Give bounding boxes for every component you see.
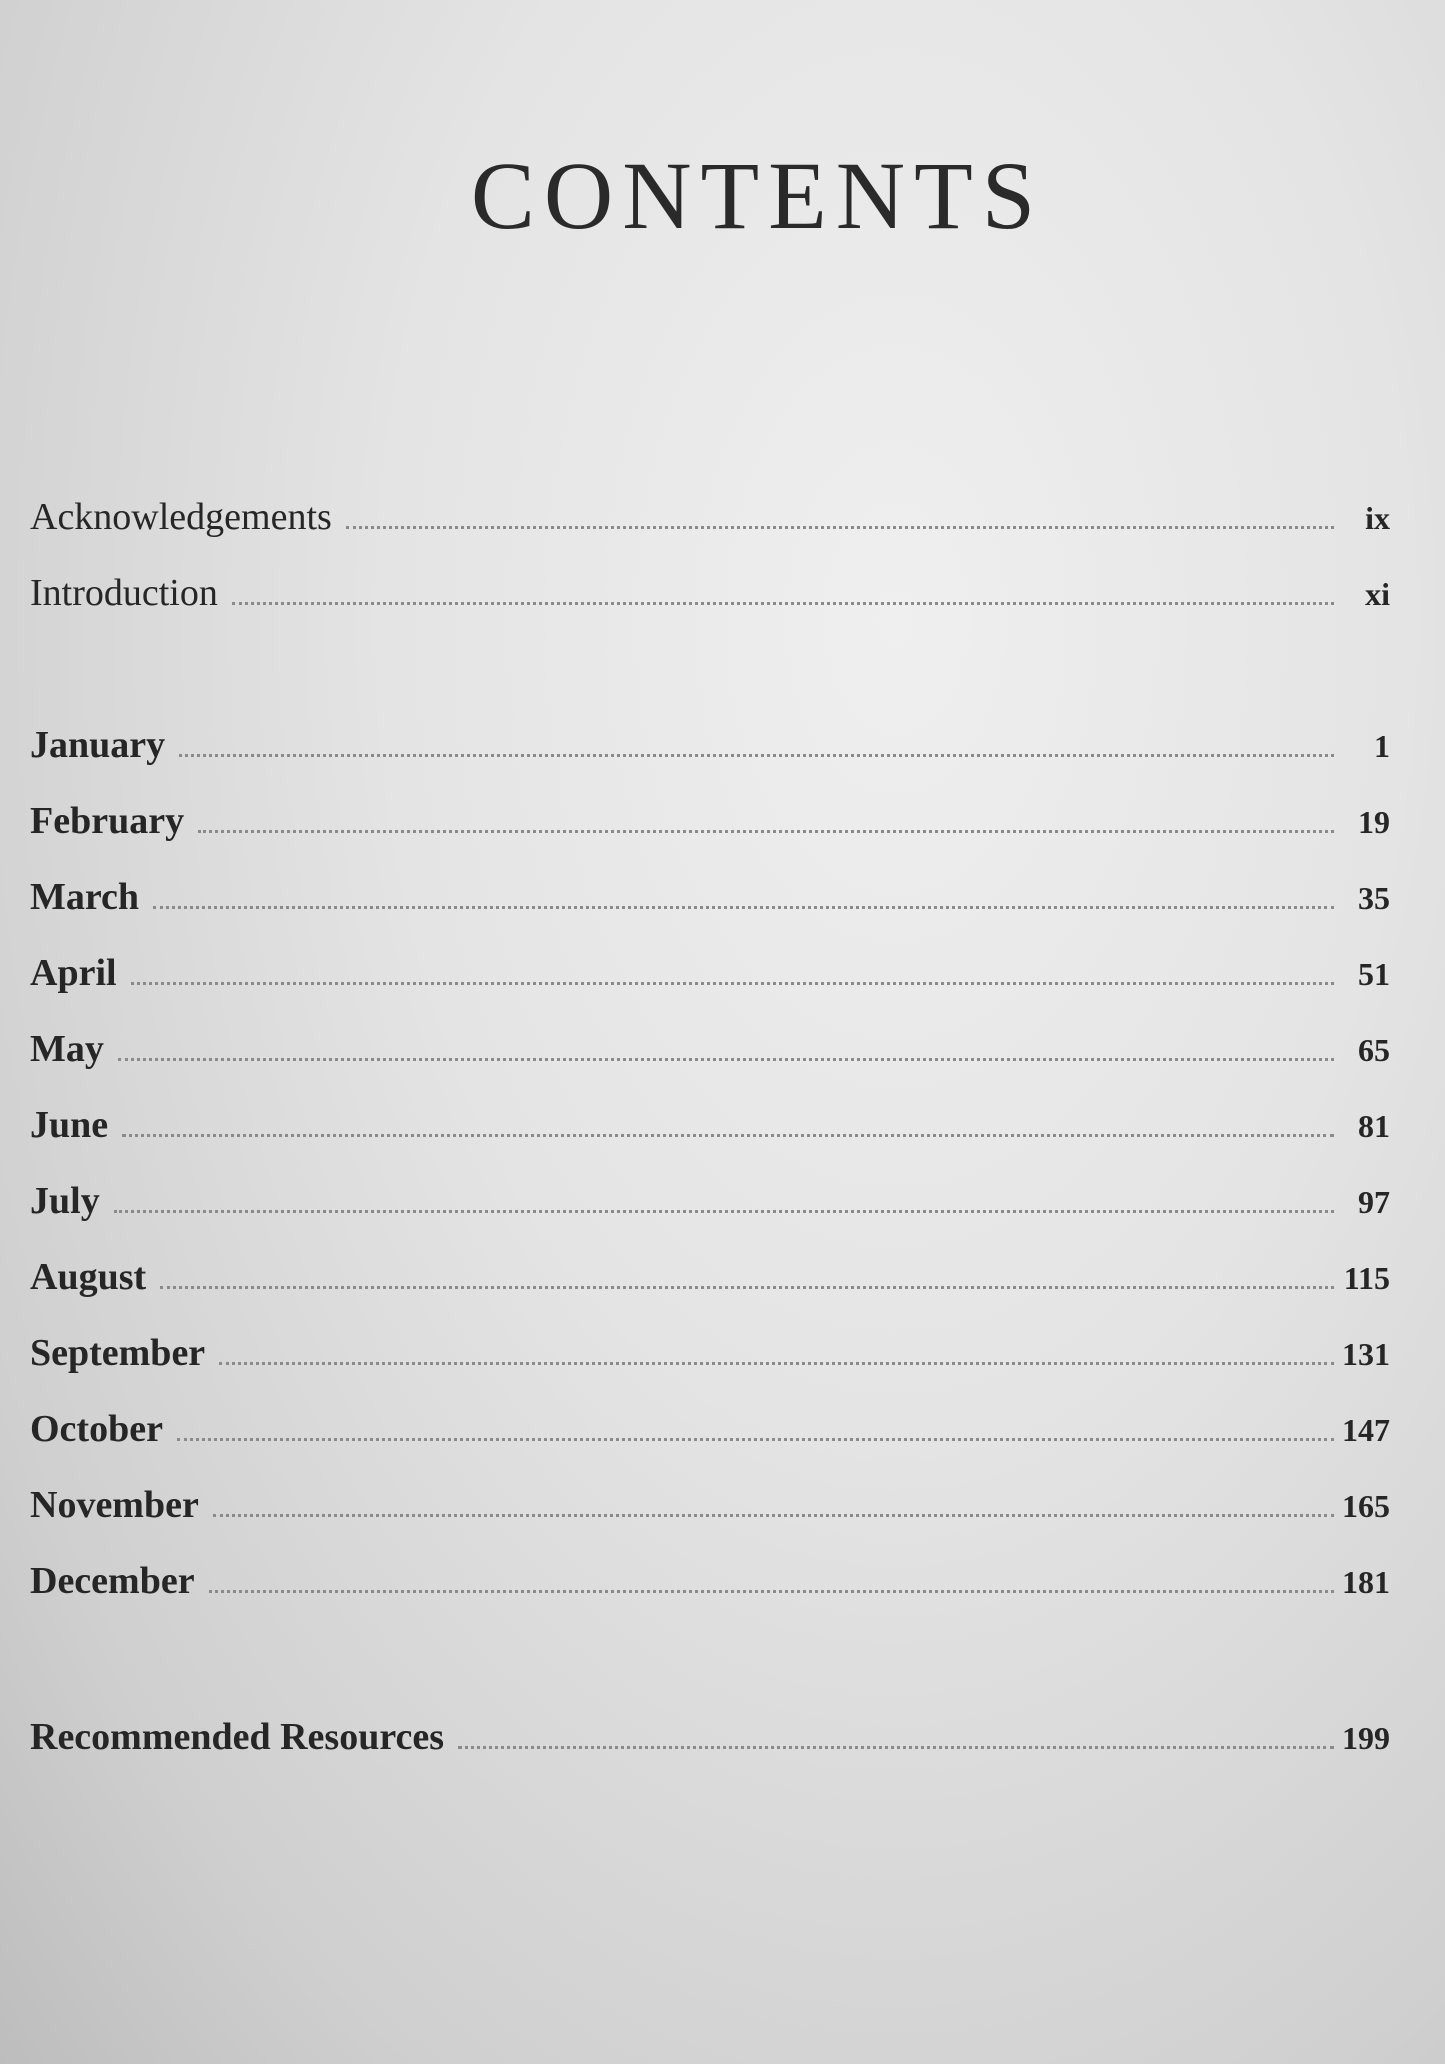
toc-entry-label: September — [30, 1332, 206, 1374]
toc-entry-page: 199 — [1342, 1720, 1390, 1756]
toc-entry-page: 131 — [1342, 1336, 1390, 1372]
toc-entry-february — [30, 799, 1390, 875]
toc-entry-page: 165 — [1342, 1488, 1390, 1524]
dot-leader — [219, 1361, 1334, 1365]
dot-leader — [209, 1589, 1334, 1593]
toc-entry-november — [30, 1483, 1390, 1559]
toc-entry-january — [30, 723, 1390, 799]
toc-entry-page: 19 — [1358, 804, 1390, 840]
section-spacer — [30, 647, 1390, 723]
toc-entry-label: December — [30, 1560, 195, 1602]
toc-entry-september — [30, 1331, 1390, 1407]
toc-entry-april — [30, 951, 1390, 1027]
toc-entry-label: August — [30, 1256, 147, 1298]
dot-leader — [198, 829, 1334, 833]
toc-entry-label: February — [30, 800, 185, 842]
toc-entry-page: 35 — [1358, 880, 1390, 916]
toc-entry-august — [30, 1255, 1390, 1331]
toc-entry-december — [30, 1559, 1390, 1635]
toc-entry-label: June — [30, 1104, 109, 1146]
dot-leader — [114, 1209, 1334, 1213]
toc-entry-label: March — [30, 876, 140, 918]
dot-leader — [153, 905, 1334, 909]
dot-leader — [160, 1285, 1334, 1289]
toc-entry-page: ix — [1365, 500, 1390, 536]
table-of-contents — [30, 495, 1390, 1791]
toc-entry-label: July — [30, 1180, 100, 1222]
toc-entry-may — [30, 1027, 1390, 1103]
toc-entry-june — [30, 1103, 1390, 1179]
toc-entry-label: January — [30, 724, 166, 766]
toc-entry-page: 1 — [1374, 728, 1390, 764]
toc-entry-label: May — [30, 1028, 104, 1070]
toc-entry-page: 147 — [1342, 1412, 1390, 1448]
toc-entry-label: Acknowledgements — [30, 496, 332, 538]
toc-entry-label: April — [30, 952, 117, 994]
page-title: CONTENTS — [470, 142, 1045, 249]
toc-entry-page: 181 — [1342, 1564, 1390, 1600]
dot-leader — [232, 601, 1334, 605]
toc-entry-label: Introduction — [30, 572, 218, 614]
toc-entry-page: 81 — [1358, 1108, 1390, 1144]
toc-entry-page: 115 — [1343, 1260, 1390, 1296]
dot-leader — [213, 1513, 1334, 1517]
toc-entry-label: Recommended Resources — [30, 1716, 445, 1758]
dot-leader — [118, 1057, 1334, 1061]
toc-entry-july — [30, 1179, 1390, 1255]
toc-entry-march — [30, 875, 1390, 951]
dot-leader — [458, 1745, 1334, 1749]
toc-entry-page: xi — [1365, 576, 1390, 612]
dot-leader — [177, 1437, 1334, 1441]
toc-entry-label: November — [30, 1484, 199, 1526]
toc-entry-page: 51 — [1358, 956, 1390, 992]
toc-entry-introduction — [30, 571, 1390, 647]
dot-leader — [131, 981, 1334, 985]
toc-entry-page: 97 — [1358, 1184, 1390, 1220]
toc-entry-october — [30, 1407, 1390, 1483]
toc-entry-acknowledgements — [30, 495, 1390, 571]
toc-entry-label: October — [30, 1408, 163, 1450]
dot-leader — [179, 753, 1334, 757]
dot-leader — [122, 1133, 1334, 1137]
toc-entry-page: 65 — [1358, 1032, 1390, 1068]
toc-entry-recommended-resources — [30, 1715, 1390, 1791]
dot-leader — [346, 525, 1334, 529]
section-spacer — [30, 1635, 1390, 1715]
